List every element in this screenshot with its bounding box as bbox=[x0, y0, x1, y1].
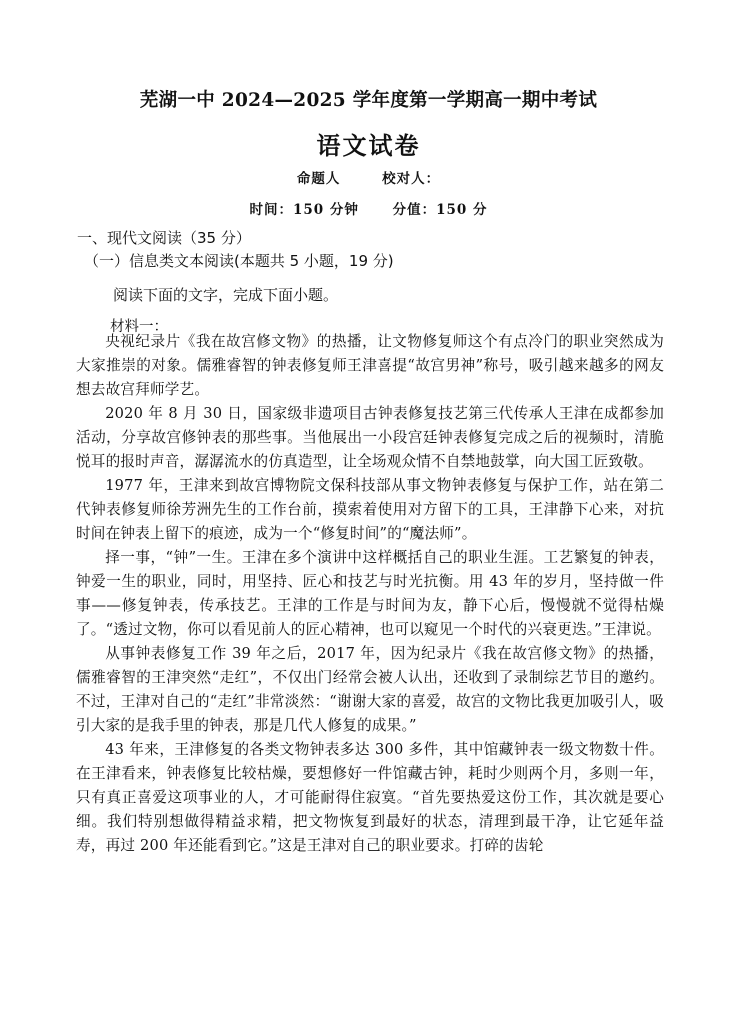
reading-instruction: 阅读下面的文字，完成下面小题。 bbox=[113, 286, 339, 304]
paragraph: 1977 年，王津来到故宫博物院文保科技部从事文物钟表修复与保护工作，站在第二代钟表修复师徐芳洲先生的工作台前，摸索着使用对方留下的工具，王津静下心来，对抗时间在钟表上留下的痕迹，成为一个“修复时间”的“魔法师”。 bbox=[76, 477, 664, 542]
paragraph: 2020 年 8 月 30 日，国家级非遗项目古钟表修复技艺第三代传承人王津在成都参加活动，分享故宫修钟表的那些事。当他展出一小段宫廷钟表修复完成之后的视频时，清脆悦耳的报时声音，潺潺流水的仿真造型，让全场观众情不自禁地鼓掌，向大国工匠致敬。 bbox=[76, 405, 664, 470]
exam-title: 芜湖一中 2024—2025 学年度第一学期高一期中考试 bbox=[139, 90, 598, 111]
exam-info-line bbox=[0, 198, 737, 218]
paragraph: 从事钟表修复工作 39 年之后，2017 年，因为纪录片《我在故宫修文物》的热播，儒雅睿智的王津突然“走红”，不仅出门经常会被人认出，还收到了录制综艺节目的邀约。不过，王津对自己的“走红”非常淡然：“谢谢大家的喜爱，故宫的文物比我更加吸引人，吸引大家的是我手里的钟表，那是几代人修复的成果。” bbox=[76, 645, 664, 734]
score-label: 分值：150 分 bbox=[392, 202, 488, 218]
material-label: 材料一： bbox=[110, 319, 168, 335]
passage-body bbox=[76, 330, 664, 858]
checker-label: 校对人： bbox=[382, 171, 441, 187]
exam-subject: 语文试卷 bbox=[316, 131, 421, 160]
paragraph: 43 年来，王津修复的各类文物钟表多达 300 多件，其中馆藏钟表一级文物数十件。在王津看来，钟表修复比较枯燥，要想修好一件馆藏古钟，耗时少则两个月，多则一年，只有真正喜爱这项事业的人，才可能耐得住寂寞。“首先要热爱这份工作，其次就是要心细。我们特别想做得精益求精，把文物恢复到最好的状态，清理到最干净，让它延年益寿，再过 200 年还能看到它。”这是王津对自己的职业要求。打碎的齿轮 bbox=[76, 741, 664, 854]
author-line bbox=[0, 167, 737, 187]
paragraph: 择一事，“钟”一生。王津在多个演讲中这样概括自己的职业生涯。工艺繁复的钟表，钟爱一生的职业，同时，用坚持、匠心和技艺与时光抗衡。用 43 年的岁月，坚持做一件事——修复钟表，传承技艺。王津的工作是与时间为友，静下心后，慢慢就不觉得枯燥了。“透过文物，你可以看见前人的匠心精神，也可以窥见一个时代的兴衰更迭。”王津说。 bbox=[76, 549, 664, 638]
time-label: 时间：150 分钟 bbox=[249, 202, 359, 218]
setter-label: 命题人 bbox=[296, 171, 341, 187]
subsection-heading: （一）信息类文本阅读(本题共 5 小题，19 分) bbox=[84, 252, 394, 270]
section-heading: 一、现代文阅读（35 分） bbox=[77, 229, 251, 247]
paragraph: 央视纪录片《我在故宫修文物》的热播，让文物修复师这个有点冷门的职业突然成为大家推崇的对象。儒雅睿智的钟表修复师王津喜提“故宫男神”称号，吸引越来越多的网友想去故宫拜师学艺。 bbox=[76, 333, 664, 398]
